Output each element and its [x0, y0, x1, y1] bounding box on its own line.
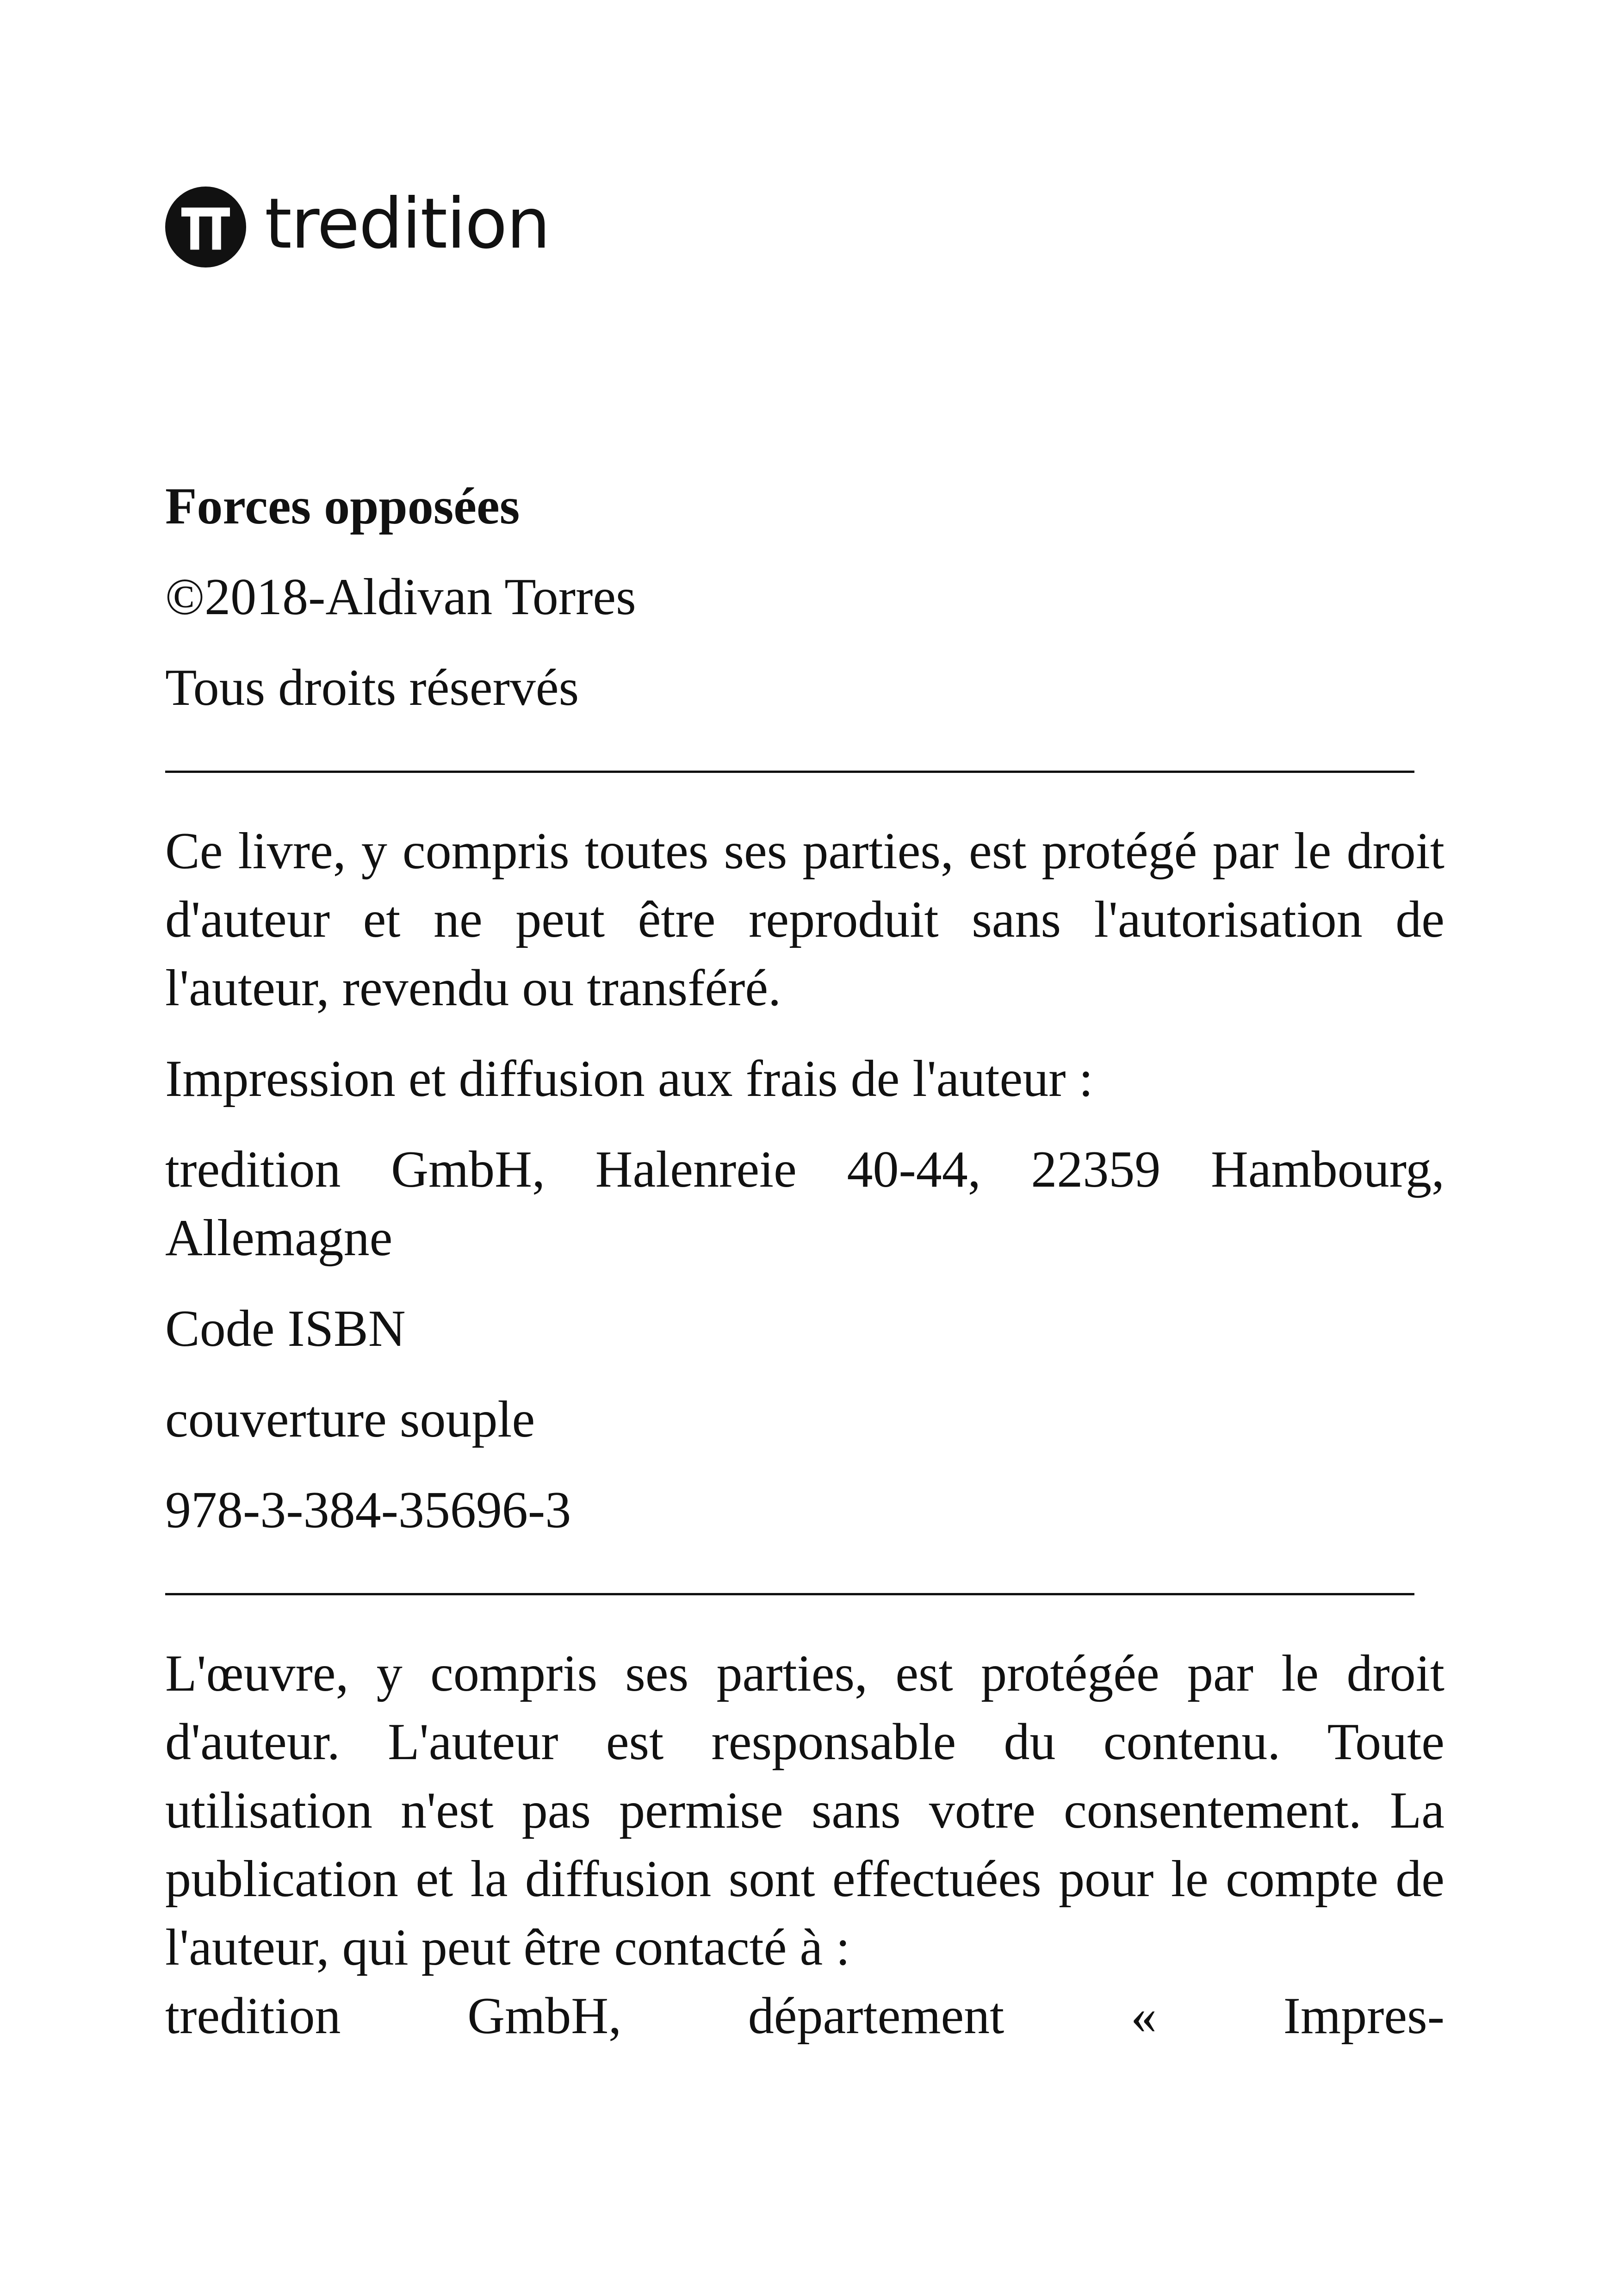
publisher-logo	[165, 183, 550, 271]
printing-line: Impression et diffusion aux frais de l'auteur :	[165, 1050, 1093, 1108]
protection-notice: Ce livre, y compris toutes ses parties, est protégé par le droit d'auteur et ne peut être reproduit sans l'autorisation de l'auteur, revendu ou transféré.	[165, 822, 1444, 1017]
format-line: couverture souple	[165, 1391, 535, 1448]
legal-paragraph-continued: tredition GmbH, département « Impres-	[165, 1987, 1444, 2045]
rights-line: Tous droits réservés	[165, 659, 579, 716]
isbn-number: 978-3-384-35696-3	[165, 1481, 571, 1539]
isbn-label: Code ISBN	[165, 1300, 406, 1357]
page-content	[165, 472, 1444, 2050]
copyright-line: ©2018-Aldivan Torres	[165, 568, 636, 626]
divider-1	[165, 771, 1414, 773]
legal-paragraph: L'œuvre, y compris ses parties, est protégée par le droit d'auteur. L'auteur est responsable du contenu. Toute utilisation n'est pas permise sans votre consentement. La publication et la diffusion sont effectuées pour le compte de l'auteur, qui peut être contacté à :	[165, 1645, 1444, 1976]
publisher-address: tredition GmbH, Halenreie 40-44, 22359 Hambourg, Allemagne	[165, 1141, 1444, 1267]
tredition-logo-icon	[165, 187, 246, 268]
logo-wordmark: tredition	[265, 184, 550, 264]
book-title: Forces opposées	[165, 478, 520, 535]
divider-2	[165, 1593, 1414, 1595]
